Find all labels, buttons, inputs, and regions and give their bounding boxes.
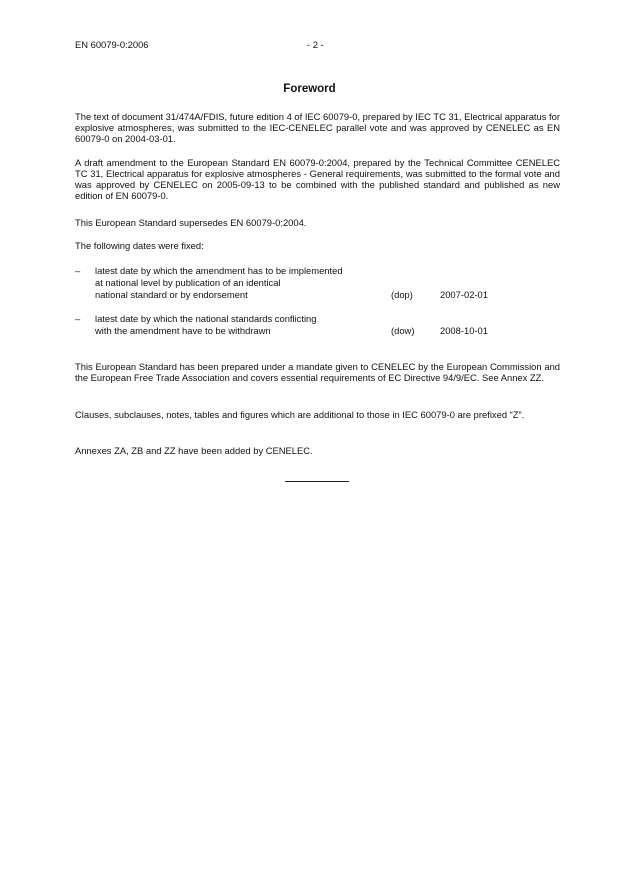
paragraph-draft-amendment: A draft amendment to the European Standard EN 60079-0:2004, prepared by the Technical Committee CENELEC TC 31, Electrical apparatus for explosive atmospheres - General requirements, was submitted to the formal vote and was approved by CENELEC on 2005-09-13 to be combined with the published standard and published as new edition of EN 60079-0. (75, 157, 560, 201)
list-dash: – (75, 313, 81, 324)
paragraph-supersedes: This European Standard supersedes EN 60079-0:2004. (75, 217, 307, 228)
document-id: EN 60079-0:2006 (75, 39, 149, 50)
paragraph-document-text: The text of document 31/474A/FDIS, future edition 4 of IEC 60079-0, prepared by IEC TC 31, Electrical apparatus for explosive atmospheres, was submitted to the IEC-CENELEC parallel vote and was approved by CENELEC as EN 60079-0 on 2004-03-01. (75, 111, 560, 144)
date-item-line: national standard or by endorsement (95, 289, 248, 300)
date-item-line: latest date by which the national standards conflicting (95, 313, 317, 324)
date-code: (dow) (391, 325, 415, 336)
list-dash: – (75, 265, 81, 276)
end-rule (285, 481, 349, 482)
paragraph-annexes: Annexes ZA, ZB and ZZ have been added by CENELEC. (75, 445, 313, 456)
date-value: 2008-10-01 (440, 325, 488, 336)
paragraph-clauses-prefix: Clauses, subclauses, notes, tables and figures which are additional to those in IEC 60079-0 are prefixed “Z”. (75, 409, 525, 420)
date-item-line: at national level by publication of an identical (95, 277, 281, 288)
page-number: - 2 - (307, 39, 324, 50)
date-code: (dop) (391, 289, 413, 300)
page-title: Foreword (283, 83, 336, 95)
date-item-line: latest date by which the amendment has to be implemented (95, 265, 343, 276)
paragraph-dates-intro: The following dates were fixed: (75, 240, 204, 251)
date-value: 2007-02-01 (440, 289, 488, 300)
paragraph-mandate: This European Standard has been prepared under a mandate given to CENELEC by the European Commission and the European Free Trade Association and covers essential requirements of EC Directive 94/9/EC. See Annex ZZ. (75, 361, 560, 383)
date-item-line: with the amendment have to be withdrawn (95, 325, 271, 336)
